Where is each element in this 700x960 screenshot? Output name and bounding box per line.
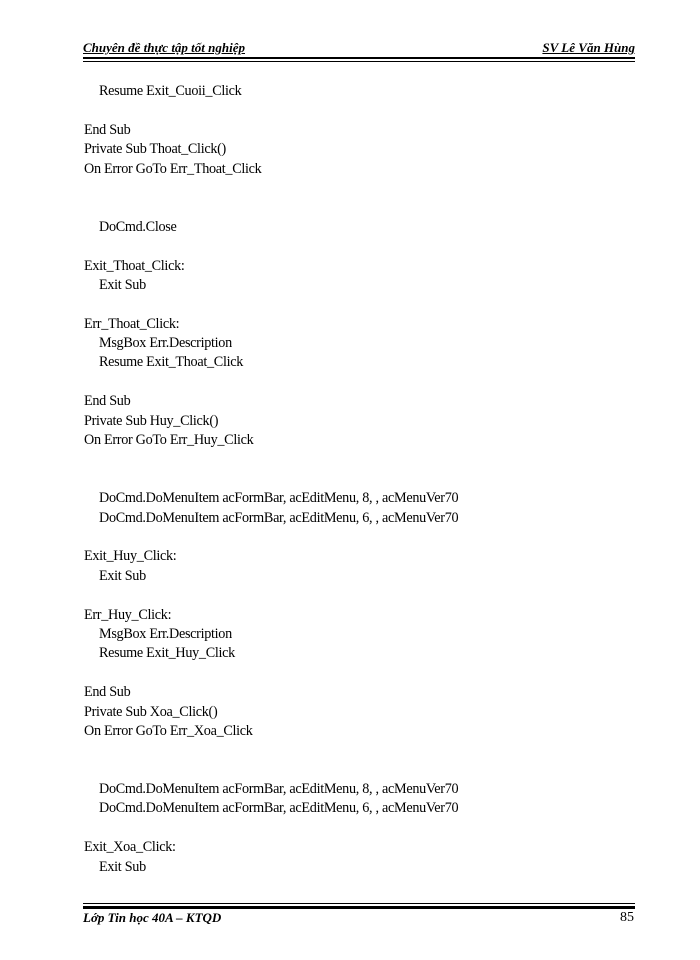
code-blank-line [84,450,644,469]
header-rule-thin [83,61,635,62]
code-line: Exit_Xoa_Click: [84,839,176,856]
code-line: Private Sub Thoat_Click() [84,141,226,158]
code-line: End Sub [84,393,131,410]
code-blank-line [84,741,644,760]
code-line: End Sub [84,121,131,138]
code-blank-line [84,761,644,780]
code-line: Err_Thoat_Click: [84,315,180,332]
code-blank-line [84,237,644,256]
code-blank-line [84,179,644,198]
code-line: DoCmd.DoMenuItem acFormBar, acEditMenu, 6, , acMenuVer70 [99,800,459,817]
code-blank-line [84,664,644,683]
code-line: DoCmd.Close [99,218,177,235]
code-blank-line [84,295,644,314]
header-title: Chuyên đề thực tập tốt nghiệp [83,40,245,55]
code-line: On Error GoTo Err_Thoat_Click [84,160,262,177]
code-line: DoCmd.DoMenuItem acFormBar, acEditMenu, 8, , acMenuVer70 [99,490,459,507]
code-line: On Error GoTo Err_Huy_Click [84,432,254,449]
code-line: DoCmd.DoMenuItem acFormBar, acEditMenu, 8, , acMenuVer70 [99,781,459,798]
code-line: On Error GoTo Err_Xoa_Click [84,722,253,739]
footer-rule-thin [83,903,635,904]
header-author: SV Lê Văn Hùng [542,40,635,55]
footer-rule [83,906,635,909]
footer-class-label: Lớp Tin học 40A – KTQD [83,910,222,925]
code-line: Resume Exit_Cuoii_Click [99,83,242,99]
code-blank-line [84,470,644,489]
code-line: Exit_Huy_Click: [84,548,177,565]
code-blank-line [84,586,644,605]
code-line: Exit Sub [99,276,146,293]
code-line: Exit_Thoat_Click: [84,257,185,274]
code-blank-line [84,373,644,392]
code-line: Private Sub Xoa_Click() [84,703,218,720]
header-rule [83,57,635,59]
code-blank-line [84,198,644,217]
code-line: Resume Exit_Thoat_Click [99,354,244,371]
code-line: End Sub [84,684,131,701]
code-blank-line [84,101,644,120]
page-number: 85 [620,910,634,925]
code-listing [84,82,644,877]
code-line: Resume Exit_Huy_Click [99,645,235,662]
code-line: Exit Sub [99,858,146,875]
code-line: MsgBox Err.Description [99,335,232,352]
code-blank-line [84,528,644,547]
code-line: DoCmd.DoMenuItem acFormBar, acEditMenu, 6, , acMenuVer70 [99,509,459,526]
code-line: Exit Sub [99,567,146,584]
code-blank-line [84,819,644,838]
code-line: Err_Huy_Click: [84,606,172,623]
code-line: Private Sub Huy_Click() [84,412,219,429]
code-line: MsgBox Err.Description [99,625,232,642]
